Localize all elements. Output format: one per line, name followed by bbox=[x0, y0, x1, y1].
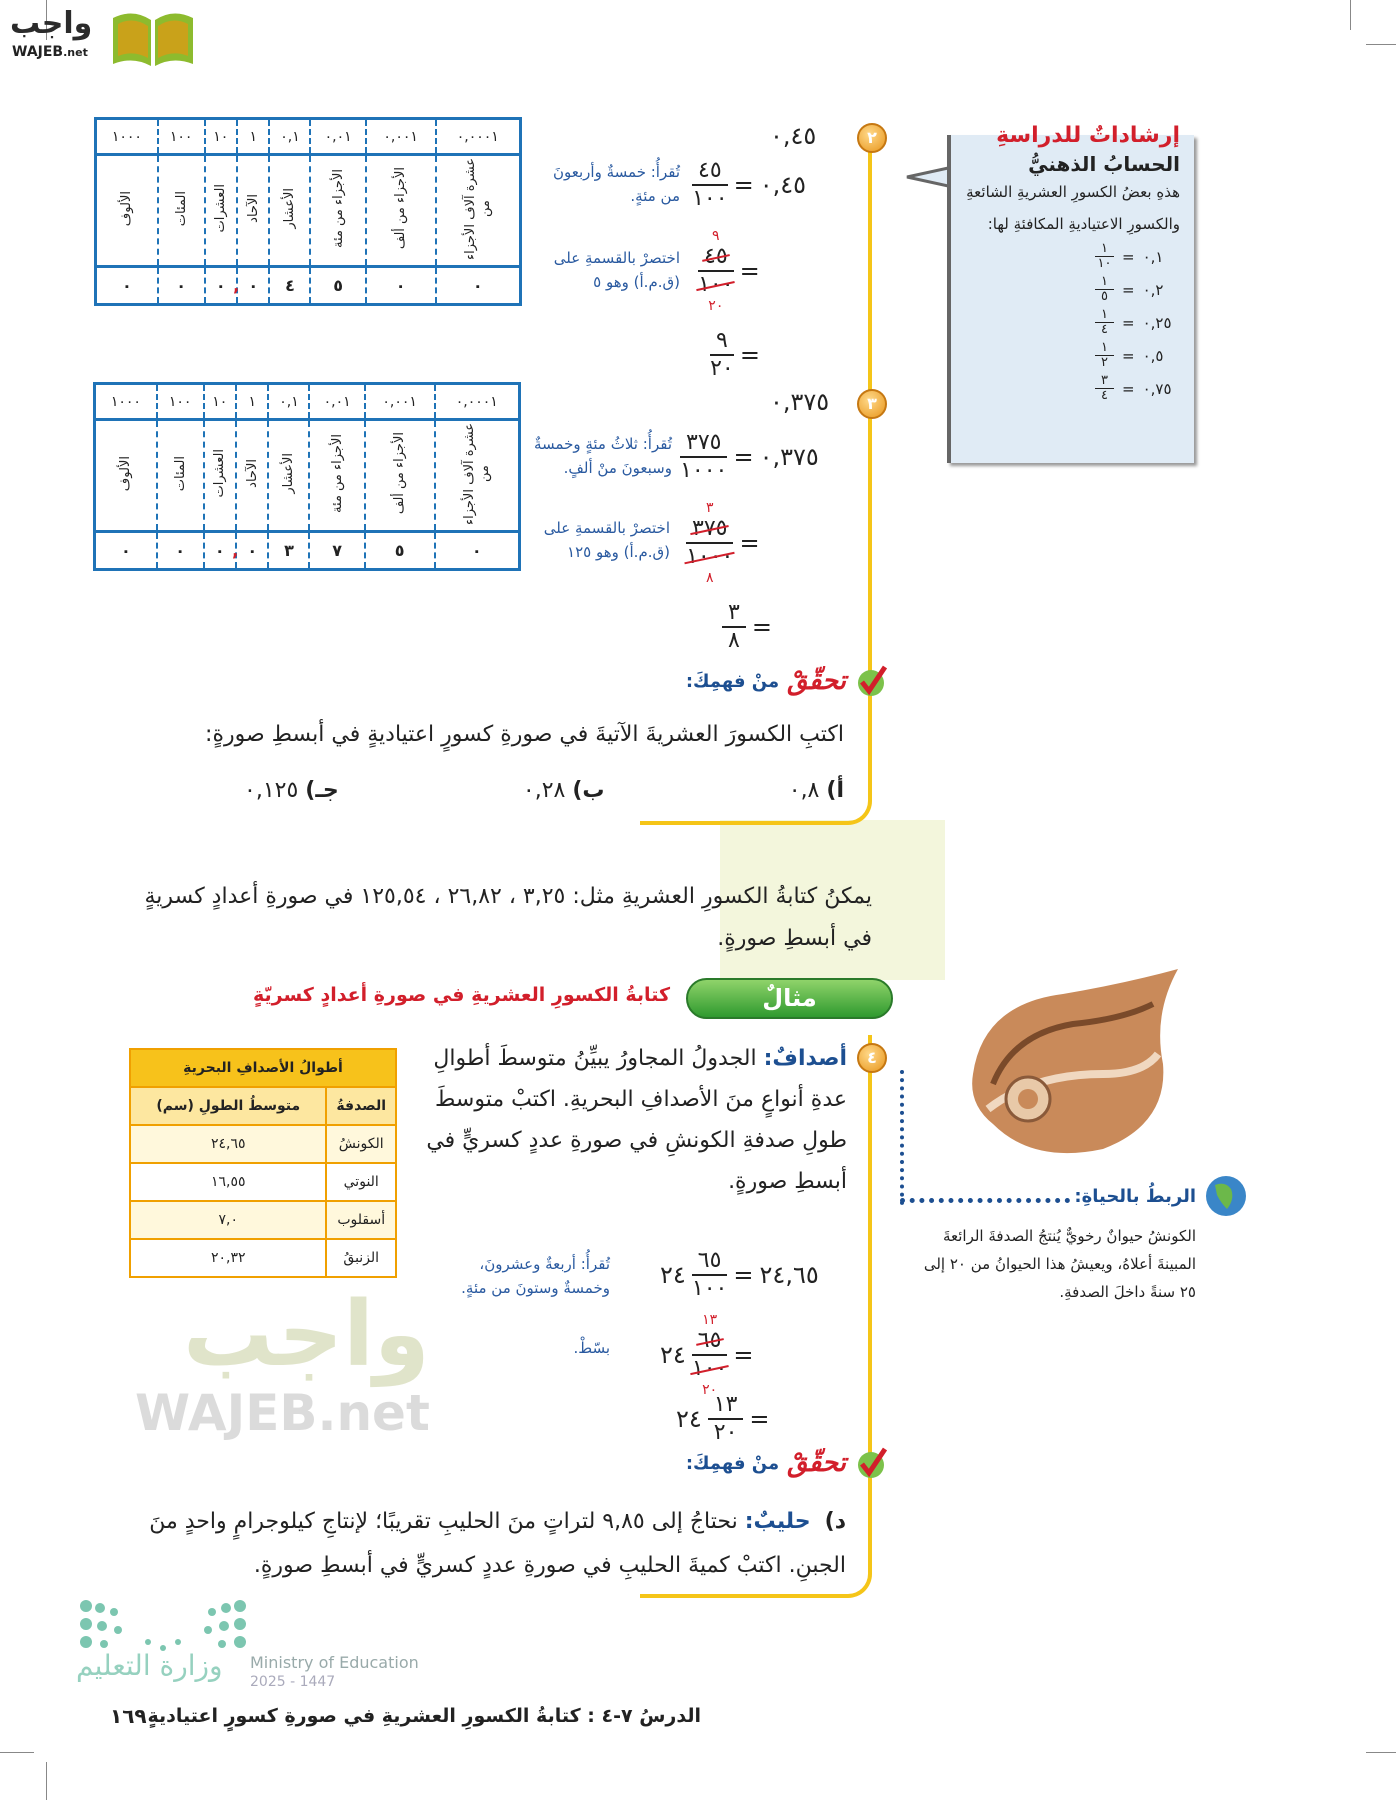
place_value-table1-1: ٠ bbox=[366, 267, 436, 305]
ex4-f1d: ١٠٠ bbox=[691, 1356, 728, 1381]
equation-row bbox=[692, 158, 806, 212]
check1-items-0-label: أ) bbox=[826, 778, 844, 803]
place_value-labels-7: الألوف bbox=[119, 190, 135, 227]
ex2-decimal: ٠,٤٥ bbox=[759, 171, 807, 199]
equation-row bbox=[660, 1312, 754, 1398]
tip-rows-4-den: ٤ bbox=[1101, 388, 1108, 403]
ex2-eq: = bbox=[739, 529, 760, 557]
ex2-eq: = bbox=[733, 1341, 754, 1369]
ex2-eq: = bbox=[733, 443, 754, 471]
conch-shell-image bbox=[953, 964, 1183, 1160]
place_value-table1-3: ٤ bbox=[269, 267, 310, 305]
equation-row bbox=[710, 328, 760, 382]
ex3-f3n: ٣ bbox=[722, 600, 746, 628]
place-value-table-1 bbox=[94, 117, 522, 306]
ministry-logo-dots bbox=[78, 1598, 248, 1654]
study-tip-box bbox=[947, 123, 1194, 463]
ex3-f2n: ٣٧٥ bbox=[692, 516, 728, 541]
ex2-r_top: ٩ bbox=[712, 228, 720, 244]
place_value-table2-2: ٧ bbox=[309, 532, 364, 570]
crop-mark bbox=[1366, 44, 1396, 45]
globe-icon bbox=[1205, 1175, 1247, 1217]
ex4-keyword: أصدافٌ: bbox=[763, 1046, 847, 1071]
ex2-f1d: ١٠٠ bbox=[692, 186, 728, 211]
shell_table-rows-1-0: النوتي bbox=[326, 1163, 396, 1201]
place_value-headers-4: ١ bbox=[236, 384, 268, 420]
ex2-f3d: ٢٠ bbox=[710, 356, 734, 381]
equation-row bbox=[660, 1248, 819, 1302]
equation-row bbox=[680, 430, 819, 484]
ex2-r_bot: ٢٠ bbox=[708, 298, 724, 314]
place_value-headers-4: ١ bbox=[237, 119, 269, 155]
tip-rows-3-d: ٠,٥ bbox=[1142, 346, 1164, 365]
tip-rows-3-den: ٢ bbox=[1101, 355, 1108, 370]
ex2-f3n: ٩ bbox=[710, 328, 734, 356]
place_value-headers-3: ٠,١ bbox=[268, 384, 309, 420]
logo-arabic: واجب bbox=[10, 6, 93, 41]
ex3-f1n: ٣٧٥ bbox=[680, 430, 727, 458]
check1-items-0-value: ٠,٨ bbox=[788, 778, 820, 803]
ex2-f2d: ١٠٠ bbox=[698, 272, 734, 297]
tip-rows-1-den: ٥ bbox=[1101, 289, 1108, 304]
example-decimal: ٠,٣٧٥ bbox=[770, 388, 830, 416]
ex3-f3d: ٨ bbox=[728, 628, 740, 653]
place_value-headers-5: ١٠ bbox=[204, 384, 237, 420]
place_value-headers-7: ١٠٠٠ bbox=[95, 384, 157, 420]
place_value-labels-1: الأجزاء من ألف bbox=[393, 167, 409, 250]
ex4-decimal: ٢٤,٦٥ bbox=[759, 1261, 819, 1289]
check-item bbox=[789, 778, 844, 803]
place_value-labels-0: عشرة آلاف الأجزاء من bbox=[461, 422, 492, 525]
shell_table-rows-0-0: الكونشُ bbox=[326, 1125, 396, 1163]
place_value-headers-0: ٠,٠٠٠١ bbox=[435, 384, 520, 420]
checkmark-icon bbox=[854, 1446, 888, 1480]
check1-sub: منْ فهمِكَ: bbox=[685, 670, 780, 692]
tip-rows-0-den: ١٠ bbox=[1097, 256, 1112, 271]
wajeb-logo bbox=[10, 6, 190, 64]
ex2-eq: = bbox=[751, 613, 772, 641]
tip-body: هذهِ بعضُ الكسورِ العشريةِ الشائعةِ والكسورِ الاعتياديةِ المكافئةِ لها: bbox=[966, 183, 1180, 233]
place-value-table-2 bbox=[93, 382, 521, 571]
life-connection-text: الكونشُ حيوانٌ رخويٌّ يُنتجُ الصدفةَ الرائعةَ المبينةَ أعلاهُ، ويعيشُ هذا الحيوانُ من ٢٠ إلى ٢٥ سنةً داخلَ الصدفةِ. bbox=[923, 1227, 1196, 1301]
place_value-headers-7: ١٠٠٠ bbox=[96, 119, 158, 155]
place_value-labels-7: الألوف bbox=[118, 455, 134, 492]
place_value-table1-0: ٠ bbox=[436, 267, 521, 305]
place_value-labels-5: العشرات bbox=[212, 449, 228, 498]
example-number-badge: ٣ bbox=[857, 389, 887, 419]
tip-rows-4-d: ٠,٧٥ bbox=[1142, 379, 1172, 398]
check2-title: تحقّقْ bbox=[787, 1448, 846, 1478]
place_value-labels-4: الآحاد bbox=[244, 459, 260, 488]
check-item bbox=[244, 778, 339, 803]
shell_table-headers-0: الصدفةُ bbox=[326, 1087, 396, 1125]
place_value-labels-6: المئات bbox=[173, 190, 189, 227]
tip-equivalents: $\frac{١}{١٠}$ = ٠,١ $\frac{١}{٥}$ = ٠,٢ $\frac{١}{٤}$ = ٠,٢٥ $\frac{١}{٢}$ = ٠,٥ $\frac{٣}{٤}$ = ٠,٧٥ bbox=[1095, 240, 1180, 405]
shell_table-headers-1: متوسطُ الطولِ (سم) bbox=[130, 1087, 326, 1125]
example-number-badge: ٤ bbox=[857, 1043, 887, 1073]
tip-rows-2-d: ٠,٢٥ bbox=[1142, 313, 1172, 332]
tip-rows-4-n: ٣ bbox=[1095, 374, 1114, 389]
shell_table-title: أطوالُ الأصدافِ البحريةِ bbox=[130, 1049, 396, 1087]
example-title: كتابةُ الكسورِ العشريةِ في صورةِ أعدادٍ كسريّةٍ bbox=[252, 984, 670, 1006]
ex4-f1n: ٦٥ bbox=[692, 1248, 728, 1276]
place_value-labels-2: الأجزاء من مئة bbox=[330, 169, 346, 248]
table-row bbox=[130, 1201, 396, 1239]
ex4-r_bot: ٢٠ bbox=[702, 1382, 718, 1398]
shell_table-rows-3-1: ٢٠,٣٢ bbox=[130, 1239, 326, 1277]
place_value-labels-2: الأجزاء من مئة bbox=[329, 434, 345, 513]
logo-latin: WAJEB bbox=[12, 44, 64, 60]
ex4-f1d: ١٠٠ bbox=[691, 1276, 728, 1301]
place_value-table1-7: ٠ bbox=[121, 276, 132, 295]
check2-keyword: حليبٌ: bbox=[744, 1509, 811, 1534]
check-understanding-header bbox=[686, 1446, 888, 1480]
place_value-table2-0: ٠ bbox=[435, 532, 520, 570]
watermark bbox=[135, 1282, 430, 1442]
place_value-headers-2: ٠,٠١ bbox=[309, 384, 364, 420]
ex3-f2d: ١٠٠٠ bbox=[686, 544, 734, 569]
place_value-labels-5: العشرات bbox=[213, 184, 229, 233]
ex4-f3d: ٢٠ bbox=[713, 1420, 738, 1445]
logo-suffix: .net bbox=[63, 46, 88, 59]
watermark-arabic: واجب bbox=[182, 1282, 430, 1387]
ex2-eq: = bbox=[739, 257, 760, 285]
simplify-note: اختصرْ بالقسمةِ على (ق.م.أ) وهو ١٢٥ bbox=[543, 519, 670, 561]
place_value-table1-6: ٠ bbox=[158, 267, 205, 305]
place_value-headers-5: ١٠ bbox=[205, 119, 238, 155]
tip-rows-2-n: ١ bbox=[1095, 308, 1114, 323]
ministry-year: 2025 - 1447 bbox=[250, 1674, 336, 1690]
place_value-comma: , bbox=[233, 276, 240, 295]
check-item bbox=[523, 778, 605, 803]
shell_table-rows-1-1: ١٦,٥٥ bbox=[130, 1163, 326, 1201]
ex4-f1n: ٦٥ bbox=[697, 1328, 722, 1353]
check-instruction: اكتبِ الكسورَ العشريةَ الآتيةَ في صورةِ كسورٍ اعتياديةٍ في أبسطِ صورةٍ: bbox=[205, 722, 844, 747]
check1-items-1-value: ٠,٢٨ bbox=[522, 778, 566, 803]
book-icon bbox=[108, 8, 198, 68]
shell_table-rows-2-0: أسقلوب bbox=[326, 1201, 396, 1239]
tip-rows-2-den: ٤ bbox=[1101, 322, 1108, 337]
crop-mark bbox=[46, 1762, 47, 1800]
ex4-whole: ٢٤ bbox=[660, 1341, 686, 1369]
ex2-eq: = bbox=[733, 171, 754, 199]
shell_table-rows-0-1: ٢٤,٦٥ bbox=[130, 1125, 326, 1163]
dotted-connector bbox=[900, 1198, 1070, 1203]
simplify-note: اختصرْ بالقسمةِ على (ق.م.أ) وهو ٥ bbox=[553, 249, 680, 291]
equation-row bbox=[676, 1392, 770, 1446]
ex2-f1n: ٤٥ bbox=[692, 158, 728, 186]
crop-mark bbox=[0, 1752, 34, 1753]
reading-note: تُقرأُ: أربعةٌ وعشرونَ، وخمسةٌ وستونَ من مئةٍ. bbox=[461, 1255, 610, 1297]
tip-subtitle: الحسابُ الذهنيُّ bbox=[1028, 152, 1180, 176]
tip-rows-1-d: ٠,٢ bbox=[1142, 280, 1164, 299]
ex4-whole: ٢٤ bbox=[660, 1261, 686, 1289]
tip-rows-3-n: ١ bbox=[1095, 341, 1114, 356]
ex3-r_bot: ٨ bbox=[705, 570, 714, 586]
place_value-table2-3: ٣ bbox=[268, 532, 309, 570]
check-items bbox=[244, 778, 844, 803]
ministry-name-english: Ministry of Education bbox=[250, 1653, 419, 1672]
check-item-d bbox=[130, 1500, 846, 1588]
example-badge: مثالٌ bbox=[686, 978, 893, 1019]
place_value-headers-2: ٠,٠١ bbox=[310, 119, 365, 155]
intro-paragraph: يمكنُ كتابةُ الكسورِ العشريةِ مثل: ٣,٢٥ ، ٢٦,٨٢ ، ١٢٥,٥٤ في صورةِ أعدادٍ كسريةٍ في أبسطِ صورةٍ. bbox=[144, 884, 872, 951]
place_value-headers-6: ١٠٠ bbox=[158, 119, 205, 155]
ex2-f2n: ٤٥ bbox=[704, 244, 728, 269]
example-problem bbox=[405, 1038, 847, 1202]
place_value-headers-0: ٠,٠٠٠١ bbox=[436, 119, 521, 155]
ex3-r_top: ٣ bbox=[705, 500, 714, 516]
place_value-labels-4: الآحاد bbox=[245, 194, 261, 223]
simplify-note: بسّطْ. bbox=[573, 1339, 610, 1357]
watermark-latin: WAJEB.net bbox=[135, 1384, 430, 1442]
place_value-table2-6: ٠ bbox=[157, 532, 204, 570]
place_value-headers-3: ٠,١ bbox=[269, 119, 310, 155]
life-connection-title: الربطُ بالحياةِ: bbox=[1074, 1186, 1196, 1207]
dotted-connector bbox=[900, 1070, 904, 1205]
ministry-name-arabic: وزارة التعليم bbox=[76, 1649, 223, 1682]
check1-items-1-label: ب) bbox=[572, 778, 605, 803]
callout-pointer bbox=[905, 165, 953, 193]
tip-title: إرشاداتٌ للدراسةِ bbox=[996, 123, 1180, 148]
check1-title: تحقّقْ bbox=[787, 666, 846, 696]
footer-lesson-title: الدرسُ ٧-٤ : كتابةُ الكسورِ العشريةِ في صورةِ كسورٍ اعتياديةٍ bbox=[147, 1705, 701, 1727]
tip-rows-1-n: ١ bbox=[1095, 275, 1114, 290]
equation-row bbox=[722, 600, 772, 654]
place_value-labels-1: الأجزاء من ألف bbox=[392, 432, 408, 515]
ex3-f1d: ١٠٠٠ bbox=[680, 458, 728, 483]
ex3-decimal: ٠,٣٧٥ bbox=[759, 443, 819, 471]
check2-label: د) bbox=[824, 1509, 846, 1534]
place_value-labels-6: المئات bbox=[172, 455, 188, 492]
equation-row bbox=[686, 500, 760, 586]
check2-sub: منْ فهمِكَ: bbox=[685, 1452, 780, 1474]
place_value-labels-0: عشرة آلاف الأجزاء من bbox=[462, 157, 493, 260]
ex4-whole: ٢٤ bbox=[676, 1405, 702, 1433]
crop-mark bbox=[1350, 0, 1351, 30]
shell_table-rows-2-1: ٧,٠ bbox=[130, 1201, 326, 1239]
reading-note: تُقرأُ: ثلاثُ مئةٍ وخمسةٌ وسبعونَ منْ ألفٍ. bbox=[533, 435, 672, 477]
place_value-table2-4: ٠ bbox=[247, 541, 258, 560]
shell-lengths-table bbox=[129, 1048, 397, 1278]
logo-latin bbox=[12, 44, 88, 60]
place_value-table2-1: ٥ bbox=[365, 532, 435, 570]
check2-text: نحتاجُ إلى ٩,٨٥ لتراتٍ منَ الحليبِ تقريبًا؛ لإنتاجِ كيلوجرامٍ واحدٍ منَ الجبنِ. اكتبْ كميةَ الحليبِ في صورةِ عددٍ كسريٍّ في أبسطِ صورةٍ. bbox=[149, 1509, 846, 1578]
crop-mark bbox=[1366, 1752, 1396, 1753]
place_value-labels-3: الأعشار bbox=[281, 453, 297, 494]
place_value-table2-7: ٠ bbox=[120, 541, 131, 560]
table-row bbox=[130, 1125, 396, 1163]
place_value-table1-4: ٠ bbox=[248, 276, 259, 295]
place_value-table1-2: ٥ bbox=[310, 267, 365, 305]
place_value-headers-1: ٠,٠٠١ bbox=[365, 384, 435, 420]
tip-rows-0-n: ١ bbox=[1095, 242, 1114, 257]
check1-items-2-value: ٠,١٢٥ bbox=[244, 778, 299, 803]
tip-rows-0-d: ٠,١ bbox=[1142, 247, 1164, 266]
table-row bbox=[130, 1163, 396, 1201]
ex4-r_top: ١٣ bbox=[702, 1312, 718, 1328]
ex4-text: الجدولُ المجاورُ يبيِّنُ متوسطَ أطوالِ عدةِ أنواعٍ منَ الأصدافِ البحريةِ. اكتبْ متوسطَ طولِ صدفةِ الكونشِ في صورةِ عددٍ كسريٍّ في أبسطِ صورةٍ. bbox=[426, 1046, 847, 1194]
check-understanding-header bbox=[686, 664, 888, 698]
ex2-eq: = bbox=[733, 1261, 754, 1289]
place_value-table1-5: ٠ bbox=[205, 267, 238, 305]
page-number: ١٦٩ bbox=[110, 1704, 147, 1728]
place_value-comma: , bbox=[232, 541, 239, 560]
table-row bbox=[130, 1239, 396, 1277]
reading-note: تُقرأُ: خمسةٌ وأربعونَ من مئةٍ. bbox=[553, 163, 680, 205]
place_value-headers-6: ١٠٠ bbox=[157, 384, 204, 420]
equation-row bbox=[698, 228, 760, 314]
place_value-labels-3: الأعشار bbox=[282, 188, 298, 229]
ex2-eq: = bbox=[739, 341, 760, 369]
ex2-eq: = bbox=[749, 1405, 770, 1433]
checkmark-icon bbox=[854, 664, 888, 698]
place_value-headers-1: ٠,٠٠١ bbox=[366, 119, 436, 155]
example-decimal: ٠,٤٥ bbox=[770, 122, 817, 150]
check1-items-2-label: جـ) bbox=[305, 778, 339, 803]
example-number-badge: ٢ bbox=[857, 123, 887, 153]
shell_table-rows-3-0: الزنبقُ bbox=[326, 1239, 396, 1277]
place_value-table2-5: ٠ bbox=[204, 532, 237, 570]
ex4-f3n: ١٣ bbox=[708, 1392, 744, 1420]
